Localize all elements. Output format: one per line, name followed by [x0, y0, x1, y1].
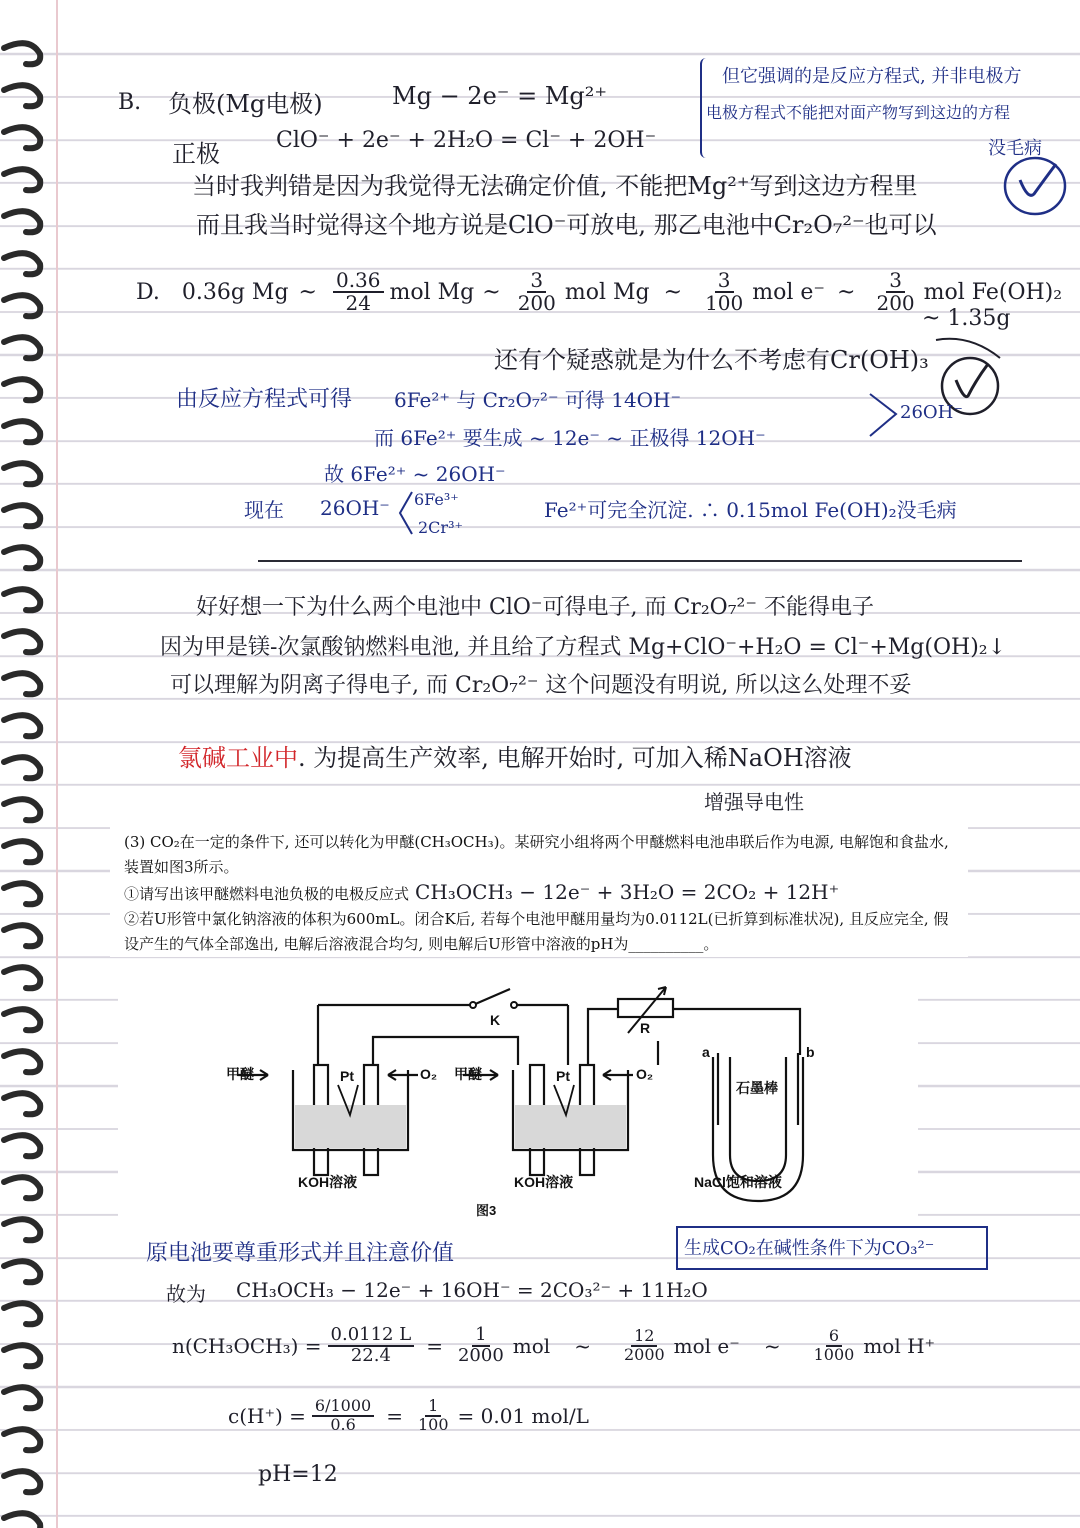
- spiral-coil: [4, 463, 40, 484]
- spiral-coil: [4, 127, 40, 148]
- fraction-e-den: 0.6: [330, 1414, 356, 1434]
- ether-label-2: 甲醚: [454, 1066, 482, 1082]
- spiral-coil: [4, 1387, 40, 1408]
- unit-4: mol Fe(OH)₂: [923, 279, 1063, 305]
- n-label: n(CH₃OCH₃) =: [172, 1333, 322, 1358]
- fraction-4: [873, 270, 917, 314]
- conclusion-line: Fe²⁺可完全沉淀. ∴ 0.15mol Fe(OH)₂没毛病: [544, 498, 957, 522]
- koh-label-2: KOH溶液: [514, 1174, 574, 1190]
- nacl-label: NaCl饱和溶液: [694, 1174, 782, 1190]
- spiral-coil: [4, 925, 40, 946]
- spiral-coil: [4, 1051, 40, 1072]
- circuit-figure: [118, 975, 918, 1220]
- fraction-1: [333, 270, 384, 314]
- spiral-coil: [4, 1009, 40, 1030]
- fraction-2-num: 3: [527, 270, 546, 293]
- battery-heading: 原电池要尊重形式并且注意价值: [146, 1241, 455, 1266]
- unit-d: mol H⁺: [863, 1333, 936, 1358]
- moles-calculation: D. 0.36g Mg ~ $\frac{0.36}{24}$ mol Mg ~ $\frac{3}{200}$ mol Mg ~ $\frac{3}{100}$ mol e⁻ ~ $\frac{3}{200}$ mol Fe(OH)₂: [136, 268, 1063, 315]
- q1-text: ①请写出该甲醚燃料电池负极的电极反应式: [124, 885, 410, 903]
- chlor-alkali-note: [178, 738, 852, 773]
- spiral-coils: [4, 43, 40, 1528]
- spiral-coil: [4, 1177, 40, 1198]
- fraction-1-num: 0.36: [333, 270, 384, 293]
- spiral-coil: [4, 883, 40, 904]
- o2-label-2: O₂: [636, 1066, 654, 1082]
- fraction-3-den: 100: [705, 291, 744, 315]
- spiral-coil: [4, 85, 40, 106]
- fraction-b: [455, 1326, 507, 1366]
- c-label: c(H⁺) =: [228, 1403, 306, 1428]
- spiral-coil: [4, 295, 40, 316]
- spiral-coil: [4, 1429, 40, 1450]
- ph-result: pH=12: [258, 1462, 338, 1487]
- think-line-1: 好好想一下为什么两个电池中 ClO⁻可得电子, 而 Cr₂O₇²⁻ 不能得电子: [196, 595, 874, 620]
- spiral-coil: [4, 841, 40, 862]
- therefore-line: 故 6Fe²⁺ ~ 26OH⁻: [324, 462, 506, 486]
- conductivity-note: 增强导电性: [704, 790, 804, 814]
- fraction-e: [312, 1398, 374, 1434]
- positive-equation: ClO⁻ + 2e⁻ + 2H₂O = Cl⁻ + 2OH⁻: [276, 128, 657, 153]
- q2-end: 。: [703, 935, 719, 953]
- co3-note: 生成CO₂在碱性条件下为CO₃²⁻: [684, 1238, 935, 1259]
- divider-line: [258, 560, 1022, 562]
- spiral-coil: [4, 1303, 40, 1324]
- bracket-arrow-icon: [866, 390, 902, 440]
- reason-line-1: 当时我判错是因为我觉得无法确定价值, 不能把Mg²⁺写到这边方程里: [192, 172, 918, 200]
- fraction-f-num: 1: [425, 1398, 441, 1417]
- spiral-coil: [4, 1471, 40, 1492]
- unit-3: mol e⁻: [752, 279, 826, 305]
- electrode-a-label: a: [702, 1044, 710, 1060]
- fraction-c: [621, 1328, 668, 1364]
- spiral-coil: [4, 379, 40, 400]
- spiral-coil: [4, 673, 40, 694]
- spiral-coil: [4, 421, 40, 442]
- spiral-coil: [4, 505, 40, 526]
- chlor-alkali-text: . 为提高生产效率, 电解开始时, 可加入稀NaOH溶液: [298, 744, 852, 772]
- reason-line-2: 而且我当时觉得这个地方说是ClO⁻可放电, 那乙电池中Cr₂O₇²⁻也可以: [196, 211, 937, 239]
- comment-line-3: 没毛病: [988, 138, 1042, 159]
- spiral-coil: [4, 337, 40, 358]
- spiral-coil: [4, 757, 40, 778]
- fraction-a-den: 22.4: [350, 1344, 391, 1366]
- spiral-coil: [4, 43, 40, 64]
- fraction-2-den: 200: [517, 291, 556, 315]
- q2-blank: __________: [628, 935, 704, 953]
- by-equation-label: 由反应方程式可得: [176, 387, 353, 412]
- spiral-coil: [4, 589, 40, 610]
- think-line-3: 可以理解为阴离子得电子, 而 Cr₂O₇²⁻ 这个问题没有明说, 所以这么处理不妥: [170, 673, 912, 698]
- fraction-e-num: 6/1000: [312, 1398, 374, 1417]
- fraction-d: [811, 1328, 858, 1364]
- spiral-coil: [4, 547, 40, 568]
- comment-line-2: 电极方程式不能把对面产物写到这边的方程: [706, 103, 1011, 122]
- mass-start: 0.36g Mg: [181, 279, 289, 305]
- now-label: 现在: [244, 498, 284, 522]
- fraction-c-num: 12: [631, 1328, 657, 1347]
- now-oh: 26OH⁻: [320, 496, 390, 520]
- negative-equation: Mg − 2e⁻ = Mg²⁺: [392, 82, 608, 110]
- ether-label-1: 甲醚: [226, 1066, 254, 1082]
- fraction-3-num: 3: [715, 270, 734, 293]
- fraction-c-den: 2000: [623, 1344, 665, 1364]
- result-mass: ~ 1.35g: [922, 306, 1011, 331]
- unit-1: mol Mg: [389, 279, 475, 305]
- fraction-d-den: 1000: [813, 1344, 855, 1364]
- koh-label-1: KOH溶液: [298, 1174, 358, 1190]
- q2-text: ②若U形管中氯化钠溶液的体积为600mL。闭合K后, 若每个电池甲醚用量均为0.0112L(已折算到标准状况), 且反应完全, 假设产生的气体全部逸出, 电解后溶液混合均匀, 则电解后U形管中溶液的pH为: [124, 910, 949, 953]
- spiral-coil: [4, 1093, 40, 1114]
- check-circle-icon: [1000, 150, 1070, 220]
- fraction-f: [415, 1398, 452, 1434]
- d-label: D.: [136, 279, 160, 305]
- rheostat-label: R: [640, 1020, 651, 1036]
- q1-handwritten-answer: CH₃OCH₃ − 12e⁻ + 3H₂O = 2CO₂ + 12H⁺: [415, 880, 840, 904]
- fraction-4-num: 3: [886, 270, 905, 293]
- unit-c: mol e⁻: [673, 1333, 740, 1358]
- fraction-b-den: 2000: [457, 1344, 504, 1366]
- fraction-2: [515, 270, 559, 314]
- figure-caption: 图3: [476, 1203, 497, 1218]
- c-result: = 0.01 mol/L: [457, 1403, 589, 1428]
- spiral-coil: [4, 211, 40, 232]
- fe-line-2: 而 6Fe²⁺ 要生成 ~ 12e⁻ ~ 正极得 12OH⁻: [374, 426, 766, 450]
- doubt-line: 还有个疑惑就是为什么不考虑有Cr(OH)₃: [494, 346, 929, 374]
- pt-label-2: Pt: [556, 1068, 570, 1084]
- fraction-b-num: 1: [472, 1326, 489, 1347]
- fraction-a: [328, 1326, 415, 1366]
- circuit-diagram: [118, 975, 918, 1220]
- spiral-coil: [4, 1261, 40, 1282]
- spiral-coil: [4, 631, 40, 652]
- negative-electrode-label: 负极(Mg电极): [168, 90, 323, 118]
- moles-ether: n(CH₃OCH₃) = $\frac{0.0112 L}{22.4}$ = $\frac{1}{2000}$ mol ~ $\frac{12}{2000}$ mol e⁻ ~ $\frac{6}{1000}$ mol H⁺: [172, 1324, 936, 1366]
- fraction-f-den: 100: [417, 1414, 449, 1434]
- spiral-coil: [4, 253, 40, 274]
- spiral-coil: [4, 1513, 40, 1528]
- fraction-a-num: 0.0112 L: [328, 1326, 415, 1347]
- problem-q1: [124, 880, 954, 907]
- printed-problem: [110, 822, 968, 957]
- problem-q2: [124, 907, 954, 957]
- spiral-coil: [4, 799, 40, 820]
- fraction-4-den: 200: [876, 291, 915, 315]
- electrode-b-label: b: [806, 1044, 815, 1060]
- spiral-coil: [4, 1219, 40, 1240]
- unit-2: mol Mg: [564, 279, 650, 305]
- now-fe: 6Fe³⁺: [414, 490, 459, 509]
- h-concentration: c(H⁺) = $\frac{6/1000}{0.6}$ = $\frac{1}{100}$ = 0.01 mol/L: [228, 1396, 589, 1434]
- graphite-label: 石墨棒: [736, 1080, 778, 1096]
- fraction-1-den: 24: [345, 291, 371, 315]
- comment-line-1: 但它强调的是反应方程式, 并非电极方: [722, 66, 1022, 87]
- o2-label-1: O₂: [420, 1066, 438, 1082]
- spiral-coil: [4, 1135, 40, 1156]
- so-equation: CH₃OCH₃ − 12e⁻ + 16OH⁻ = 2CO₃²⁻ + 11H₂O: [236, 1278, 708, 1302]
- fraction-d-num: 6: [826, 1328, 842, 1347]
- pt-label-1: Pt: [340, 1068, 354, 1084]
- think-line-2: 因为甲是镁-次氯酸钠燃料电池, 并且给了方程式 Mg+ClO⁻+H₂O = Cl⁻+Mg(OH)₂↓: [160, 635, 1007, 660]
- fraction-3: [702, 270, 746, 314]
- switch-label: K: [490, 1012, 501, 1028]
- so-label: 故为: [166, 1282, 206, 1306]
- now-cr: 2Cr³⁺: [418, 518, 463, 537]
- fe-reaction: 6Fe²⁺ 与 Cr₂O₇²⁻ 可得 14OH⁻: [394, 388, 682, 412]
- spiral-coil: [4, 169, 40, 190]
- chlor-alkali-label: 氯碱工业中: [178, 744, 298, 772]
- total-oh: 26OH⁻: [900, 402, 963, 423]
- spiral-binding: [0, 0, 60, 1528]
- spiral-coil: [4, 1345, 40, 1366]
- problem-line-1: (3) CO₂在一定的条件下, 还可以转化为甲醚(CH₃OCH₃)。某研究小组将两个甲醚燃料电池串联后作为电源, 电解饱和食盐水, 装置如图3所示。: [124, 833, 949, 876]
- spiral-coil: [4, 967, 40, 988]
- positive-electrode-label: 正极: [172, 140, 220, 168]
- unit-b: mol: [512, 1333, 551, 1358]
- option-b-label: B.: [118, 90, 142, 115]
- brace-icon: [396, 488, 416, 538]
- spiral-coil: [4, 715, 40, 736]
